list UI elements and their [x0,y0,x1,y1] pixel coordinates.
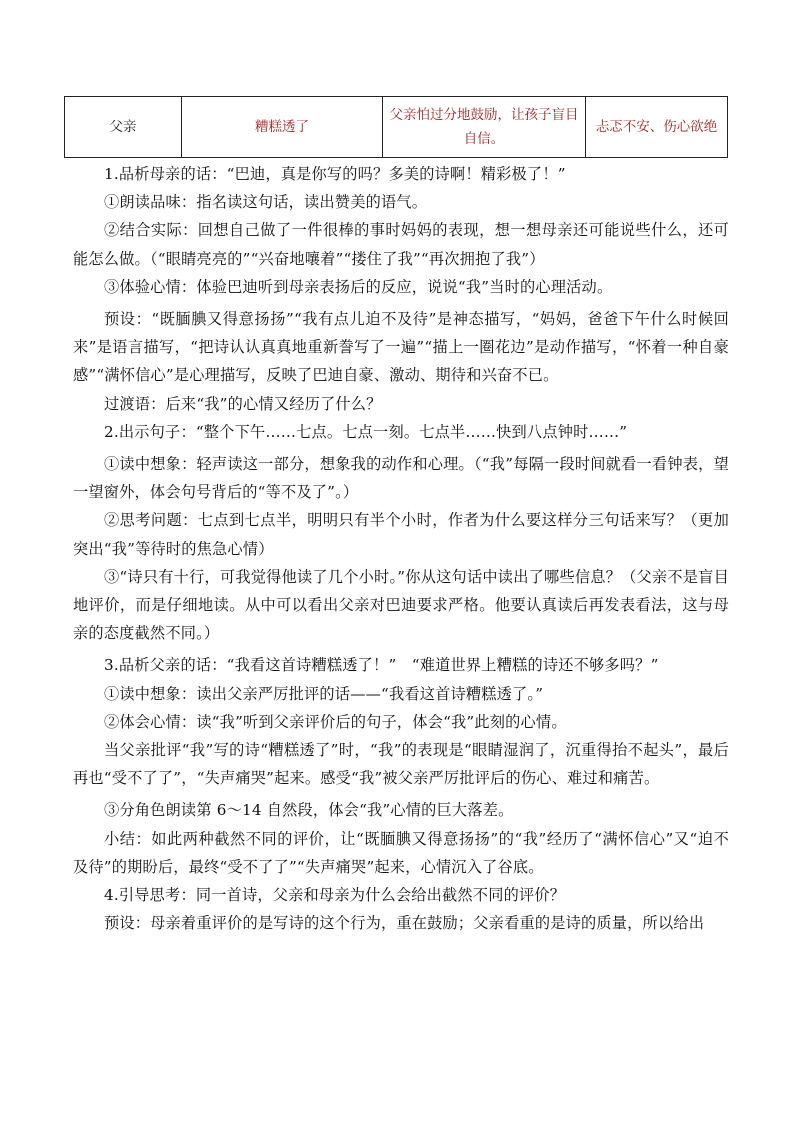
paragraph: 3.品析父亲的话：“我看这首诗糟糕透了！” “难道世界上糟糕的诗还不够多吗？” [104,656,659,675]
paragraph: 4.引导思考：同一首诗，父亲和母亲为什么会给出截然不同的评价？ [104,886,566,905]
paragraph: 小结：如此两种截然不同的评价，让“既腼腆又得意扬扬”的“我”经历了“满怀信心”又“迫不及待”的期盼后，最终“受不了了”“失声痛哭”起来，心情沉入了谷底。 [73,829,729,876]
table-cell-evaluation: 糟糕透了 [182,97,383,158]
paragraph: ①朗读品味：指名读这句话，读出赞美的语气。 [104,193,428,212]
paragraph: ③“诗只有十行，可我觉得他读了几个小时。”你从这句话中读出了哪些信息？（父亲不是盲目地评价，而是仔细地读。从中可以看出父亲对巴迪要求严格。他要认真读后再发表看法，这与母亲的态度截然不同。） [73,567,729,643]
paragraph: ②结合实际：回想自己做了一件很棒的事时妈妈的表现，想一想母亲还可能说些什么，还可能怎么做。（“眼睛亮亮的”“兴奋地嚷着”“搂住了我”“再次拥抱了我”） [73,221,729,268]
paragraph: ②思考问题：七点到七点半，明明只有半个小时，作者为什么要这样分三句话来写？（更加突出“我”等待时的焦急心情） [73,511,729,558]
paragraph: 当父亲批评“我”写的诗“糟糕透了”时，“我”的表现是“眼睛湿润了，沉重得抬不起头”，最后再也“受不了了”，“失声痛哭”起来。感受“我”被父亲严厉批评后的伤心、难过和痛苦。 [73,741,729,788]
paragraph: 2.出示句子：“整个下午……七点。七点一刻。七点半……快到八点钟时……” [104,422,628,441]
paragraph: ②体会心情：读“我”听到父亲评价后的句子，体会“我”此刻的心情。 [104,712,567,731]
table-cell-role: 父亲 [65,97,182,158]
summary-table [64,96,728,158]
paragraph: ①读中想象：轻声读这一部分，想象我的动作和心理。（“我”每隔一段时间就看一看钟表，望一望窗外，体会句号背后的“等不及了”。） [73,455,729,502]
lesson-body [73,160,729,937]
paragraph: ③分角色朗读第 6～14 自然段，体会“我”心情的巨大落差。 [104,801,514,820]
paragraph: 预设：“既腼腆又得意扬扬”“我有点儿迫不及待”是神态描写，“妈妈，爸爸下午什么时候回来”是语言描写，“把诗认认真真地重新誊写了一遍”“描上一圈花边”是动作描写，“怀着一种自豪感”“满怀信心”是心理描写，反映了巴迪自豪、激动、期待和兴奋不已。 [73,310,729,385]
paragraph: ①读中想象：读出父亲严厉批评的话——“我看这首诗糟糕透了。” [104,684,544,703]
paragraph: 1.品析母亲的话：“巴迪，真是你写的吗？多美的诗啊！精彩极了！” [104,165,566,183]
paragraph: ③体验心情：体验巴迪听到母亲表扬后的反应，说说“我”当时的心理活动。 [104,277,613,296]
table-cell-feeling: 忐忑不安、伤心欲绝 [586,97,728,158]
table-row [65,97,728,158]
table-cell-reason: 父亲怕过分地鼓励，让孩子盲目自信。 [383,97,586,158]
paragraph: 过渡语：后来“我”的心情又经历了什么？ [104,394,382,413]
paragraph: 预设：母亲着重评价的是写诗的这个行为，重在鼓励；父亲看重的是诗的质量，所以给出 [104,914,705,933]
